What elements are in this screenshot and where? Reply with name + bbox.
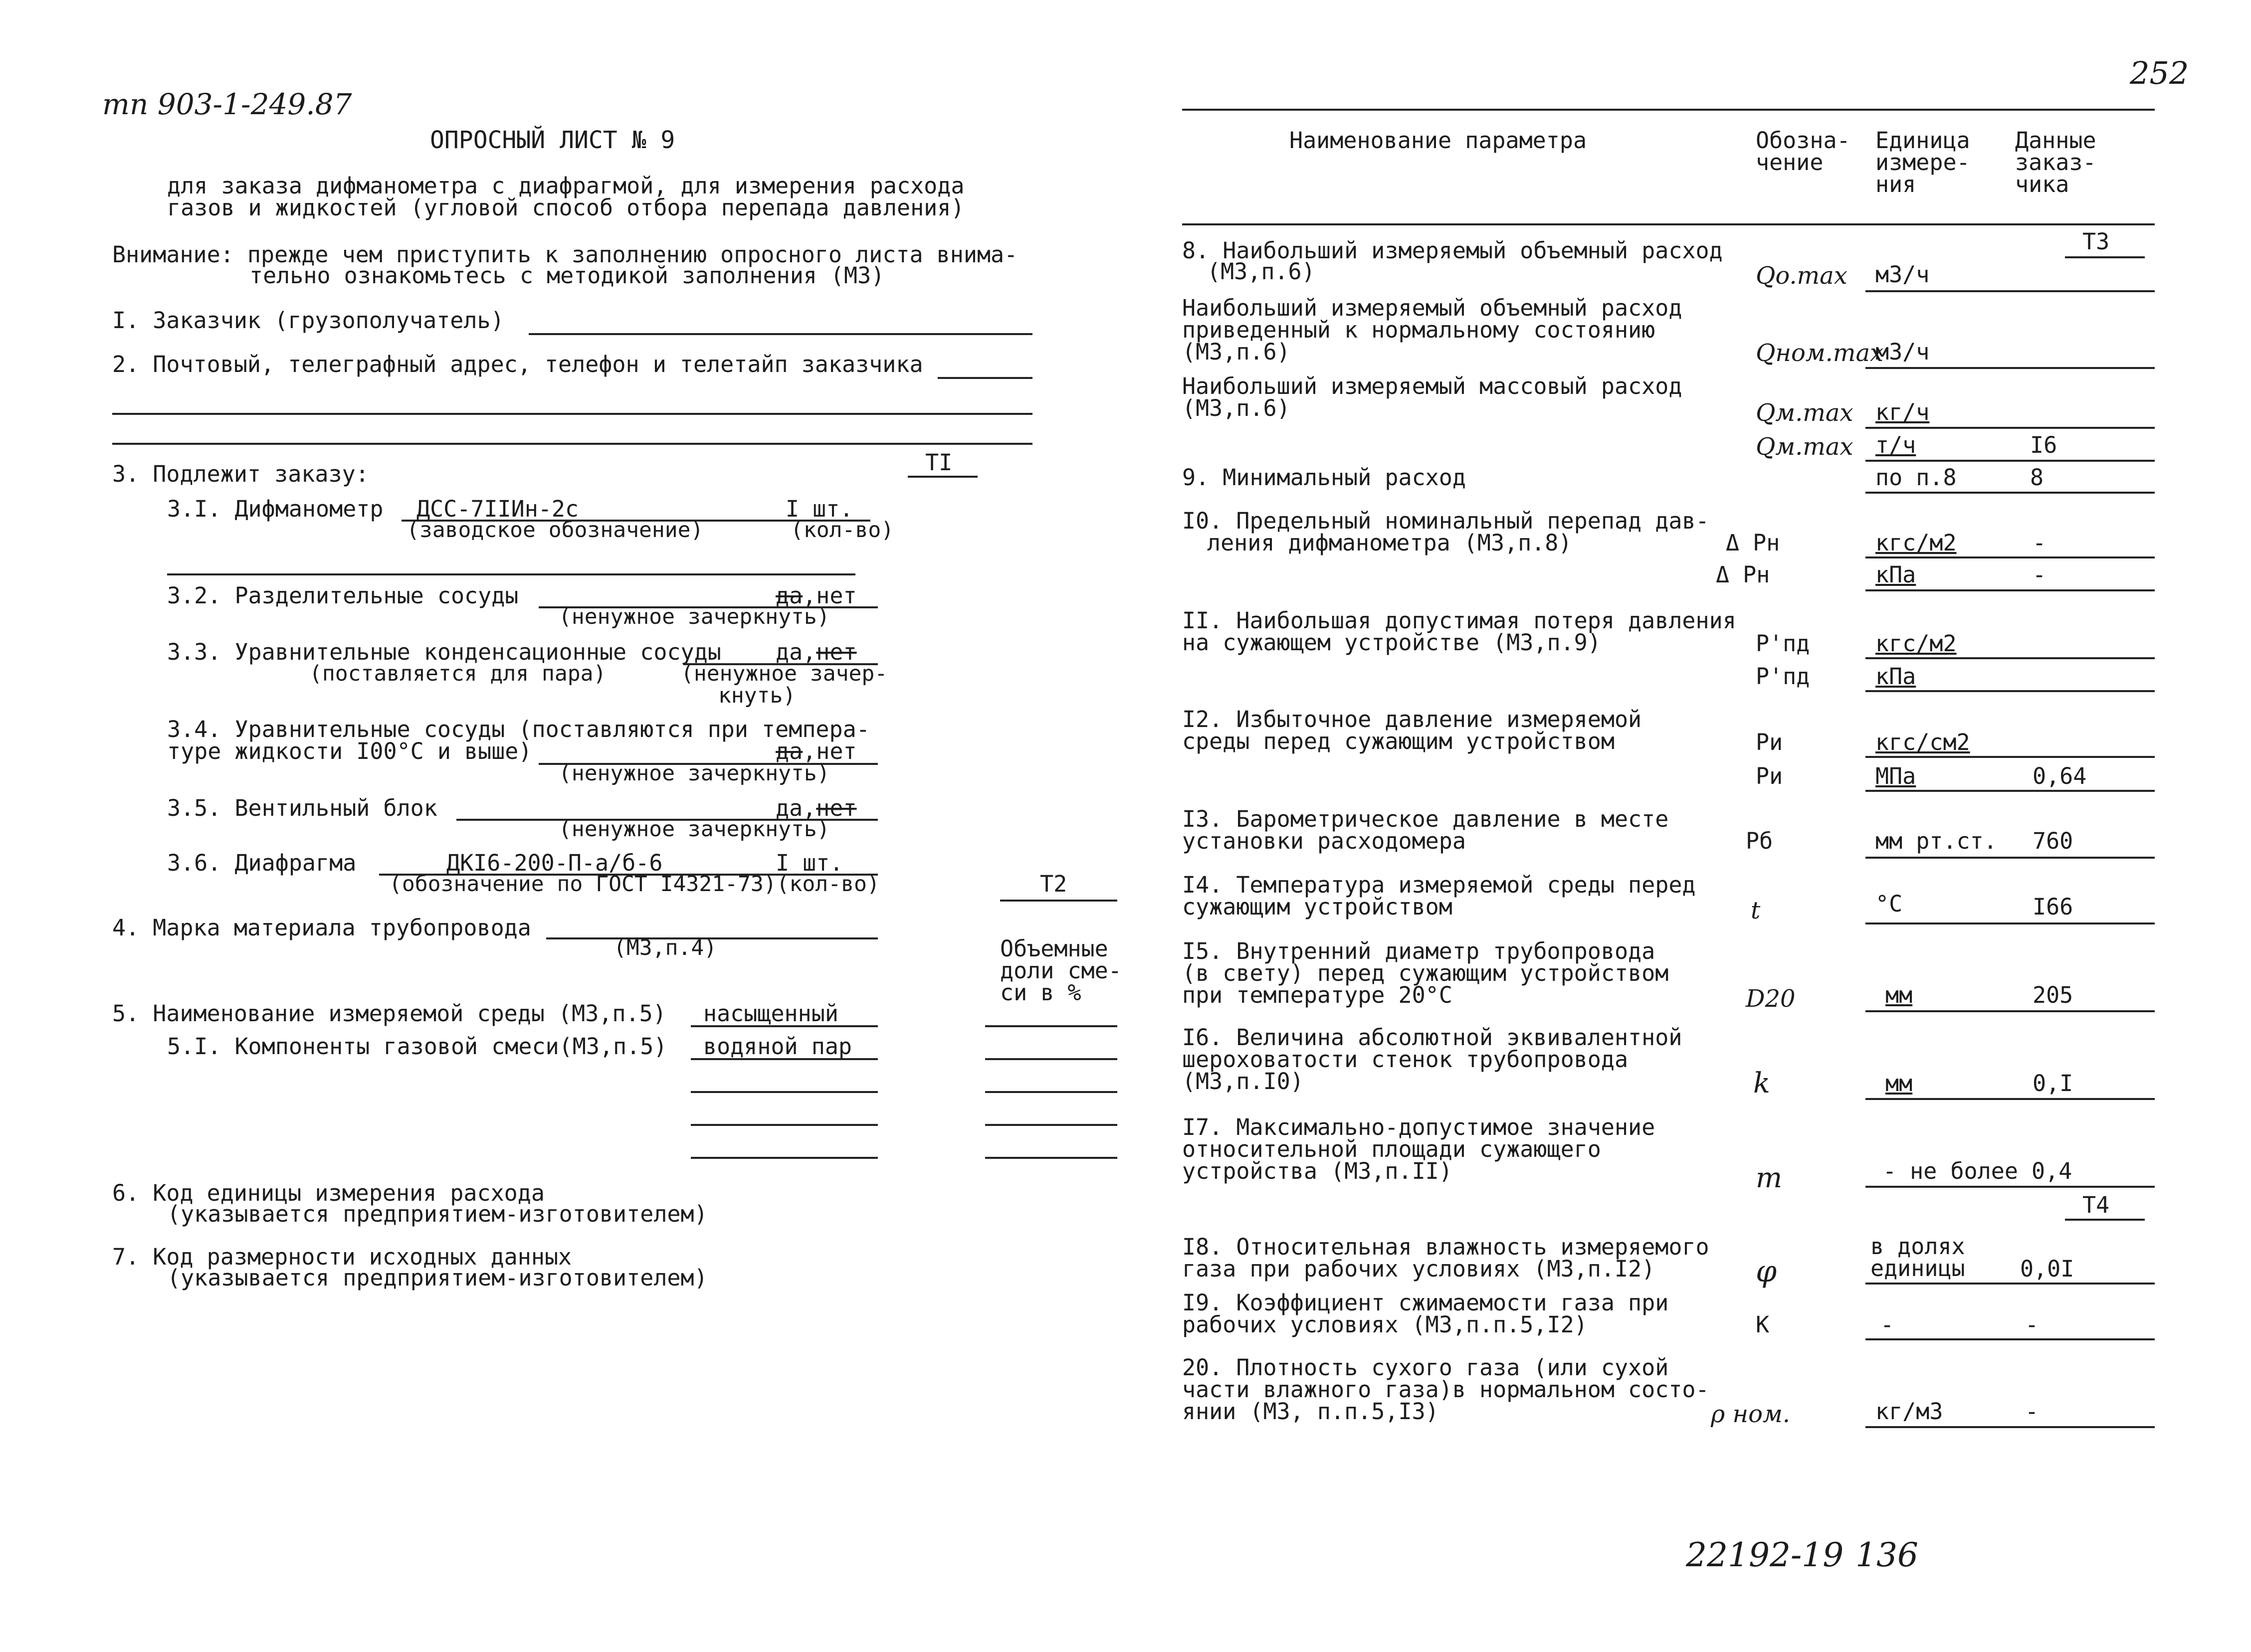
table-top-rule xyxy=(1182,109,2155,111)
row-19-text-1: I9. Коэффициент сжимаемости газа при xyxy=(1182,1289,1669,1316)
row-11-text-2: на сужающем устройстве (МЗ,п.9) xyxy=(1182,629,1601,656)
vol-line-4[interactable] xyxy=(985,1124,1117,1126)
row-8d-value[interactable]: I6 xyxy=(2030,432,2057,458)
mark-t3: T3 xyxy=(2082,228,2110,255)
header-data-1: Данные xyxy=(2015,127,2096,154)
row-13-symbol: Рб xyxy=(1746,828,1773,854)
component-line-4[interactable] xyxy=(691,1157,878,1159)
item-5-1-label: 5.I. Компоненты газовой смеси(МЗ,п.5) xyxy=(167,1033,667,1060)
item-3-2-no: ,нет xyxy=(803,582,857,609)
row-9-line xyxy=(1865,492,2155,494)
item-5-label: 5. Наименование измеряемой среды (МЗ,п.5) xyxy=(112,1000,666,1027)
row-13-text-1: I3. Барометрическое давление в месте xyxy=(1182,806,1669,832)
volume-header-2: доли сме- xyxy=(1000,957,1122,984)
row-12a-symbol: Ри xyxy=(1756,729,1783,755)
row-15-text-1: I5. Внутренний диаметр трубопровода xyxy=(1182,938,1655,964)
row-8a-unit: м3/ч xyxy=(1875,261,1930,288)
row-10-text-2: ления дифманометра (МЗ,п.8) xyxy=(1207,530,1572,556)
row-8a-line xyxy=(1865,290,2155,292)
volume-header-3: си в % xyxy=(1000,979,1081,1006)
row-10b-symbol: Δ Рн xyxy=(1716,561,1770,588)
row-8d-unit: т/ч xyxy=(1875,432,1916,458)
row-20-text-1: 20. Плотность сухого газа (или сухой xyxy=(1182,1354,1669,1381)
row-17-text-1: I7. Максимально-допустимое значение xyxy=(1182,1114,1655,1140)
subtitle-line-2: газов и жидкостей (угловой способ отбора перепада давления) xyxy=(167,194,965,221)
row-20-symbol: ρ ном. xyxy=(1711,1400,1791,1428)
row-8b-unit: м3/ч xyxy=(1875,339,1930,365)
row-19-symbol: К xyxy=(1756,1311,1770,1338)
address-line-3[interactable] xyxy=(112,443,1032,445)
item-3-1-value: ДСС-7IIИн-2с xyxy=(416,496,579,522)
row-8d-line xyxy=(1865,460,2155,462)
item-1-label: I. Заказчик (грузополучатель) xyxy=(112,307,504,334)
t2-underline xyxy=(1000,900,1117,902)
item-3-5-yes: да, xyxy=(776,795,817,821)
row-15-text-2: (в свету) перед сужающим устройством xyxy=(1182,960,1669,986)
row-8b-text-2: приведенный к нормальному состоянию xyxy=(1182,317,1655,343)
row-12b-symbol: Ри xyxy=(1756,763,1783,789)
row-20-unit: кг/м3 xyxy=(1875,1398,1943,1425)
header-unit-1: Единица xyxy=(1875,127,1970,154)
item-7-line-1: 7. Код размерности исходных данных xyxy=(112,1244,572,1270)
row-10a-unit: кгс/м2 xyxy=(1875,530,1957,556)
item-3-3-note-1: (поставляется для пара) xyxy=(309,661,607,686)
row-18-value[interactable]: 0,0I xyxy=(2020,1256,2074,1282)
row-12-text-1: I2. Избыточное давление измеряемой xyxy=(1182,706,1642,733)
row-13-text-2: установки расходомера xyxy=(1182,828,1466,854)
customer-line[interactable] xyxy=(529,333,1032,335)
vol-line-5[interactable] xyxy=(985,1157,1117,1159)
row-15-text-3: при температуре 20°С xyxy=(1182,982,1452,1008)
component-line-3[interactable] xyxy=(691,1124,878,1126)
row-14-value[interactable]: I66 xyxy=(2033,894,2073,920)
row-12a-line xyxy=(1865,756,2155,758)
item-3-4-note: (ненужное зачеркнуть) xyxy=(559,761,830,786)
row-8c-symbol: Qм.max xyxy=(1756,399,1853,427)
item-3-3-note-3: кнуть) xyxy=(718,683,796,708)
row-11a-unit: кгс/м2 xyxy=(1875,630,1957,657)
item-3-2-yes: да xyxy=(776,582,803,609)
row-8a-text-1: 8. Наибольший измеряемый объемный расход xyxy=(1182,237,1723,264)
row-12b-unit: МПа xyxy=(1875,763,1916,789)
row-12b-value[interactable]: 0,64 xyxy=(2033,763,2087,789)
row-20-line xyxy=(1865,1426,2155,1428)
row-20-text-2: части влажного газа)в нормальном состо- xyxy=(1182,1376,1709,1403)
row-14-text-1: I4. Температура измеряемой среды перед xyxy=(1182,872,1696,898)
row-16-value[interactable]: 0,I xyxy=(2033,1070,2073,1097)
row-18-symbol: φ xyxy=(1756,1254,1777,1289)
header-unit-2: измере- xyxy=(1875,149,1970,176)
component-line-1 xyxy=(691,1058,878,1060)
item-4-note: (МЗ,п.4) xyxy=(614,935,717,960)
row-16-text-1: I6. Величина абсолютной эквивалентной xyxy=(1182,1024,1682,1051)
header-symbol-1: Обозна- xyxy=(1756,127,1850,154)
item-3-3-note-2: (ненужное зачер- xyxy=(681,661,888,686)
item-3-label: 3. Подлежит заказу: xyxy=(112,461,369,487)
row-16-text-2: шероховатости стенок трубопровода xyxy=(1182,1046,1629,1073)
row-19-text-2: рабочих условиях (МЗ,п.п.5,I2) xyxy=(1182,1311,1588,1338)
row-14-unit: °С xyxy=(1875,891,1903,917)
mark-t1: TI xyxy=(925,449,953,476)
row-16-line xyxy=(1865,1098,2155,1100)
row-17-text-2: относительной площади сужающего xyxy=(1182,1136,1601,1162)
row-8c-line xyxy=(1865,427,2155,429)
row-14-text-2: сужающим устройством xyxy=(1182,894,1452,920)
row-10a-line xyxy=(1865,556,2155,558)
item-3-1-qty-note: (кол-во) xyxy=(791,518,894,543)
item-3-4-yes: да xyxy=(776,738,803,764)
item-5-line xyxy=(691,1025,878,1027)
row-10b-unit: кПа xyxy=(1875,561,1916,588)
item-3-6-label: 3.6. Диафрагма xyxy=(167,850,357,876)
page-number: 252 xyxy=(2130,55,2189,91)
header-data-2: заказ- xyxy=(2015,149,2096,176)
row-8b-text-1: Наибольший измеряемый объемный расход xyxy=(1182,295,1682,321)
vol-line-3[interactable] xyxy=(985,1091,1117,1093)
header-data-3: чика xyxy=(2015,171,2069,197)
item-3-5-no: нет xyxy=(816,795,857,821)
row-18-line xyxy=(1865,1283,2155,1285)
item-4-label: 4. Марка материала трубопровода xyxy=(112,915,531,941)
item-3-4-line-1: 3.4. Уравнительные сосуды (поставляются при темпера- xyxy=(167,716,870,742)
volume-header-1: Объемные xyxy=(1000,935,1108,962)
row-10-text-1: I0. Предельный номинальный перепад дав- xyxy=(1182,508,1709,534)
attention-line-2: тельно ознакомьтесь с методикой заполнения (МЗ) xyxy=(249,262,885,289)
row-8c-text-2: (МЗ,п.6) xyxy=(1182,395,1290,421)
address-line-2[interactable] xyxy=(112,413,1032,415)
row-16-symbol: k xyxy=(1753,1067,1770,1100)
header-symbol-2: чение xyxy=(1756,149,1824,176)
table-header-rule xyxy=(1182,223,2155,225)
row-20-value[interactable]: - xyxy=(2025,1398,2039,1425)
footer-code: 22192-19 xyxy=(1686,1536,1844,1574)
row-8b-text-3: (МЗ,п.6) xyxy=(1182,339,1290,365)
row-19-line xyxy=(1865,1338,2155,1340)
doc-code: тп 903-1-249.87 xyxy=(102,87,352,121)
row-9-value[interactable]: 8 xyxy=(2030,464,2044,491)
row-8a-symbol: Qo.max xyxy=(1756,262,1847,290)
row-15-value[interactable]: 205 xyxy=(2033,982,2073,1008)
row-11b-symbol: Р'пд xyxy=(1756,663,1810,690)
row-15-unit: мм xyxy=(1885,982,1913,1008)
row-11b-line xyxy=(1865,690,2155,692)
item-6-line-1: 6. Код единицы измерения расхода xyxy=(112,1180,545,1206)
row-11a-line xyxy=(1865,657,2155,659)
row-16-text-3: (МЗ,п.I0) xyxy=(1182,1068,1304,1095)
row-18-text-2: газа при рабочих условиях (МЗ,п.I2) xyxy=(1182,1256,1655,1282)
row-9-unit: по п.8 xyxy=(1875,464,1957,491)
row-11a-symbol: Р'пд xyxy=(1756,630,1810,657)
item-3-6-value: ДКI6-200-П-а/б-6 xyxy=(446,850,663,876)
item-6-line-2: (указывается предприятием-изготовителем) xyxy=(167,1201,708,1227)
item-5-value: насыщенный xyxy=(703,1000,838,1027)
mark-t2: T2 xyxy=(1040,871,1067,897)
row-17-text-3: устройства (МЗ,п.II) xyxy=(1182,1158,1452,1184)
mark-t4: T4 xyxy=(2082,1192,2110,1218)
row-12a-unit: кгс/см2 xyxy=(1875,729,1970,755)
item-3-5-note: (ненужное зачеркнуть) xyxy=(559,817,830,842)
t4-underline xyxy=(2065,1219,2145,1221)
row-18-unit: в долях единицы xyxy=(1870,1233,1965,1282)
row-17-unit: - не более 0,4 xyxy=(1883,1158,2072,1184)
row-10a-value[interactable]: - xyxy=(2033,530,2046,556)
row-10b-value[interactable]: - xyxy=(2033,561,2046,588)
item-3-3-yes: да, xyxy=(776,639,817,665)
item-3-1-note: (заводское обозначение) xyxy=(407,518,704,543)
row-14-line xyxy=(1865,922,2155,924)
item-3-4-no: ,нет xyxy=(803,738,857,764)
item-3-3-options[interactable] xyxy=(776,641,857,664)
row-13-value[interactable]: 760 xyxy=(2033,828,2073,854)
row-17-symbol: m xyxy=(1756,1162,1783,1194)
t3-underline xyxy=(2065,256,2145,258)
item-3-1-label: 3.I. Дифманометр xyxy=(167,496,384,522)
row-10a-symbol: Δ Рн xyxy=(1726,530,1780,556)
header-param: Наименование параметра xyxy=(1289,127,1587,154)
item-3-4-options[interactable] xyxy=(776,740,857,763)
address-line-1[interactable] xyxy=(938,377,1032,379)
row-17-line xyxy=(1865,1186,2155,1188)
row-20-text-3: янии (МЗ, п.п.5,I3) xyxy=(1182,1398,1439,1425)
row-13-unit: мм рт.ст. xyxy=(1875,828,1997,854)
row-8c-text-1: Наибольший измеряемый массовый расход xyxy=(1182,373,1682,399)
t1-underline xyxy=(908,476,978,478)
row-8b-symbol: Qном.max xyxy=(1756,339,1884,367)
item-3-5-label: 3.5. Вентильный блок xyxy=(167,795,437,821)
row-10b-line xyxy=(1865,589,2155,591)
attention-line-1: Внимание: прежде чем приступить к заполнению опросного листа внима- xyxy=(112,241,1018,268)
row-19-unit: - xyxy=(1880,1311,1894,1338)
vol-line-1[interactable] xyxy=(985,1025,1117,1027)
item-5-1-value: водяной пар xyxy=(703,1033,852,1060)
row-12-text-2: среды перед сужающим устройством xyxy=(1182,728,1615,754)
row-16-unit: мм xyxy=(1885,1070,1913,1097)
item-2-label: 2. Почтовый, телеграфный адрес, телефон и телетайп заказчика xyxy=(112,351,923,377)
row-15-symbol: D20 xyxy=(1746,985,1796,1013)
item-3-3-no: нет xyxy=(816,639,857,665)
row-19-value[interactable]: - xyxy=(2025,1311,2039,1338)
row-11-text-1: II. Наибольшая допустимая потеря давления xyxy=(1182,607,1736,634)
row-8d-symbol: Qм.max xyxy=(1756,433,1853,461)
item-3-3-label: 3.3. Уравнительные конденсационные сосуды xyxy=(167,639,721,665)
item-3-2-label: 3.2. Разделительные сосуды xyxy=(167,582,519,609)
component-line-2[interactable] xyxy=(691,1091,878,1093)
item-3-6-qty: I шт. xyxy=(776,850,843,876)
row-8c-unit: кг/ч xyxy=(1875,399,1930,425)
page-title: ОПРОСНЫЙ ЛИСТ № 9 xyxy=(430,126,675,154)
row-11b-unit: кПа xyxy=(1875,663,1916,690)
row-8a-text-2: (МЗ,п.6) xyxy=(1207,258,1315,285)
row-12b-line xyxy=(1865,790,2155,792)
row-13-line xyxy=(1865,857,2155,859)
item-3-2-note: (ненужное зачеркнуть) xyxy=(559,604,830,629)
row-8b-line xyxy=(1865,367,2155,369)
row-18-text-1: I8. Относительная влажность измеряемого xyxy=(1182,1234,1709,1260)
item-3-1-qty: I шт. xyxy=(786,496,853,522)
subtitle-line-1: для заказа дифманометра с диафрагмой, для измерения расхода xyxy=(167,173,965,199)
footer-page: 136 xyxy=(1855,1536,1918,1574)
row-14-symbol: t xyxy=(1751,897,1761,924)
item-3-4-line-2: туре жидкости I00°С и выше) xyxy=(167,738,532,764)
row-15-line xyxy=(1865,1010,2155,1012)
vol-line-2[interactable] xyxy=(985,1058,1117,1060)
item-7-line-2: (указывается предприятием-изготовителем) xyxy=(167,1265,708,1291)
row-9-text: 9. Минимальный расход xyxy=(1182,464,1466,491)
item-3-6-note: (обозначение по ГОСТ I4321-73)(кол-во) xyxy=(389,872,880,897)
separator-line-a xyxy=(167,573,855,575)
header-unit-3: ния xyxy=(1875,171,1916,197)
